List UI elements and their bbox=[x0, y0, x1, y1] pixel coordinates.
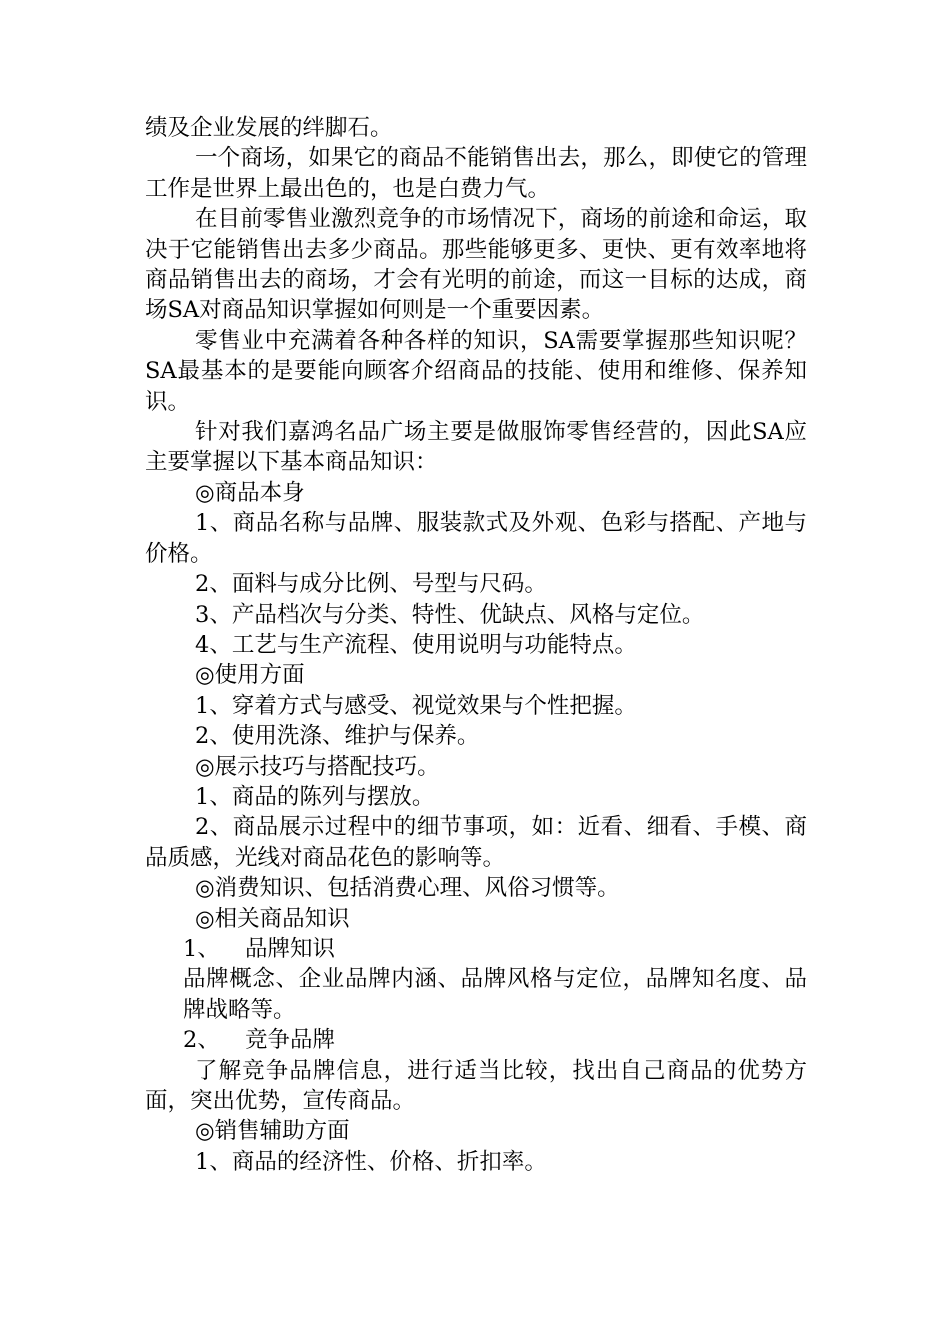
list-item: 3、产品档次与分类、特性、优缺点、风格与定位。 bbox=[195, 601, 705, 628]
brand-knowledge-heading bbox=[145, 934, 807, 964]
section-heading: ◎商品本身 bbox=[195, 479, 305, 506]
competing-brands-title: 竞争品牌 bbox=[245, 1027, 336, 1054]
section-heading: ◎消费知识、包括消费心理、风俗习惯等。 bbox=[195, 875, 620, 902]
list-item: 2、面料与成分比例、号型与尺码。 bbox=[195, 571, 547, 598]
list-item: 2、使用洗涤、维护与保养。 bbox=[195, 723, 480, 750]
paragraph-continuation: 绩及企业发展的绊脚石。 bbox=[145, 115, 393, 141]
competing-brands-number: 2、 bbox=[183, 1027, 220, 1054]
list-item: 1、商品的陈列与摆放。 bbox=[195, 783, 435, 810]
paragraph: 一个商场，如果它的商品不能销售出去，那么，即使它的管理工作是世界上最出色的，也是白费力气。 bbox=[145, 145, 807, 202]
brand-knowledge-body: 品牌概念、企业品牌内涵、品牌风格与定位，品牌知名度、品牌战略等。 bbox=[183, 966, 807, 1023]
paragraph: 在目前零售业激烈竞争的市场情况下，商场的前途和命运，取决于它能销售出去多少商品。那些能够更多、更快、更有效率地将商品销售出去的商场，才会有光明的前途，而这一目标的达成，商场SA对商品知识掌握如何则是一个重要因素。 bbox=[145, 206, 807, 324]
section-heading: ◎使用方面 bbox=[195, 662, 305, 689]
paragraph: 针对我们嘉鸿名品广场主要是做服饰零售经营的，因此SA应主要掌握以下基本商品知识： bbox=[145, 419, 807, 476]
list-item: 2、商品展示过程中的细节事项，如：近看、细看、手模、商品质感，光线对商品花色的影响等。 bbox=[145, 814, 807, 871]
brand-knowledge-title: 品牌知识 bbox=[245, 935, 336, 962]
section-heading: ◎相关商品知识 bbox=[195, 905, 350, 932]
section-heading: ◎展示技巧与搭配技巧。 bbox=[195, 753, 440, 780]
section-heading: ◎销售辅助方面 bbox=[195, 1118, 350, 1145]
document-page bbox=[145, 113, 807, 1177]
list-item: 1、商品名称与品牌、服装款式及外观、色彩与搭配、产地与价格。 bbox=[145, 510, 807, 567]
list-item: 1、商品的经济性、价格、折扣率。 bbox=[195, 1148, 547, 1175]
list-item: 1、穿着方式与感受、视觉效果与个性把握。 bbox=[195, 692, 637, 719]
competing-brands-heading bbox=[145, 1025, 807, 1055]
brand-knowledge-number: 1、 bbox=[183, 935, 220, 962]
paragraph: 零售业中充满着各种各样的知识，SA需要掌握那些知识呢？SA最基本的是要能向顾客介绍商品的技能、使用和维修、保养知识。 bbox=[145, 327, 807, 415]
competing-brands-body: 了解竞争品牌信息，进行适当比较，找出自己商品的优势方面，突出优势，宣传商品。 bbox=[145, 1057, 807, 1114]
list-item: 4、工艺与生产流程、使用说明与功能特点。 bbox=[195, 631, 637, 658]
